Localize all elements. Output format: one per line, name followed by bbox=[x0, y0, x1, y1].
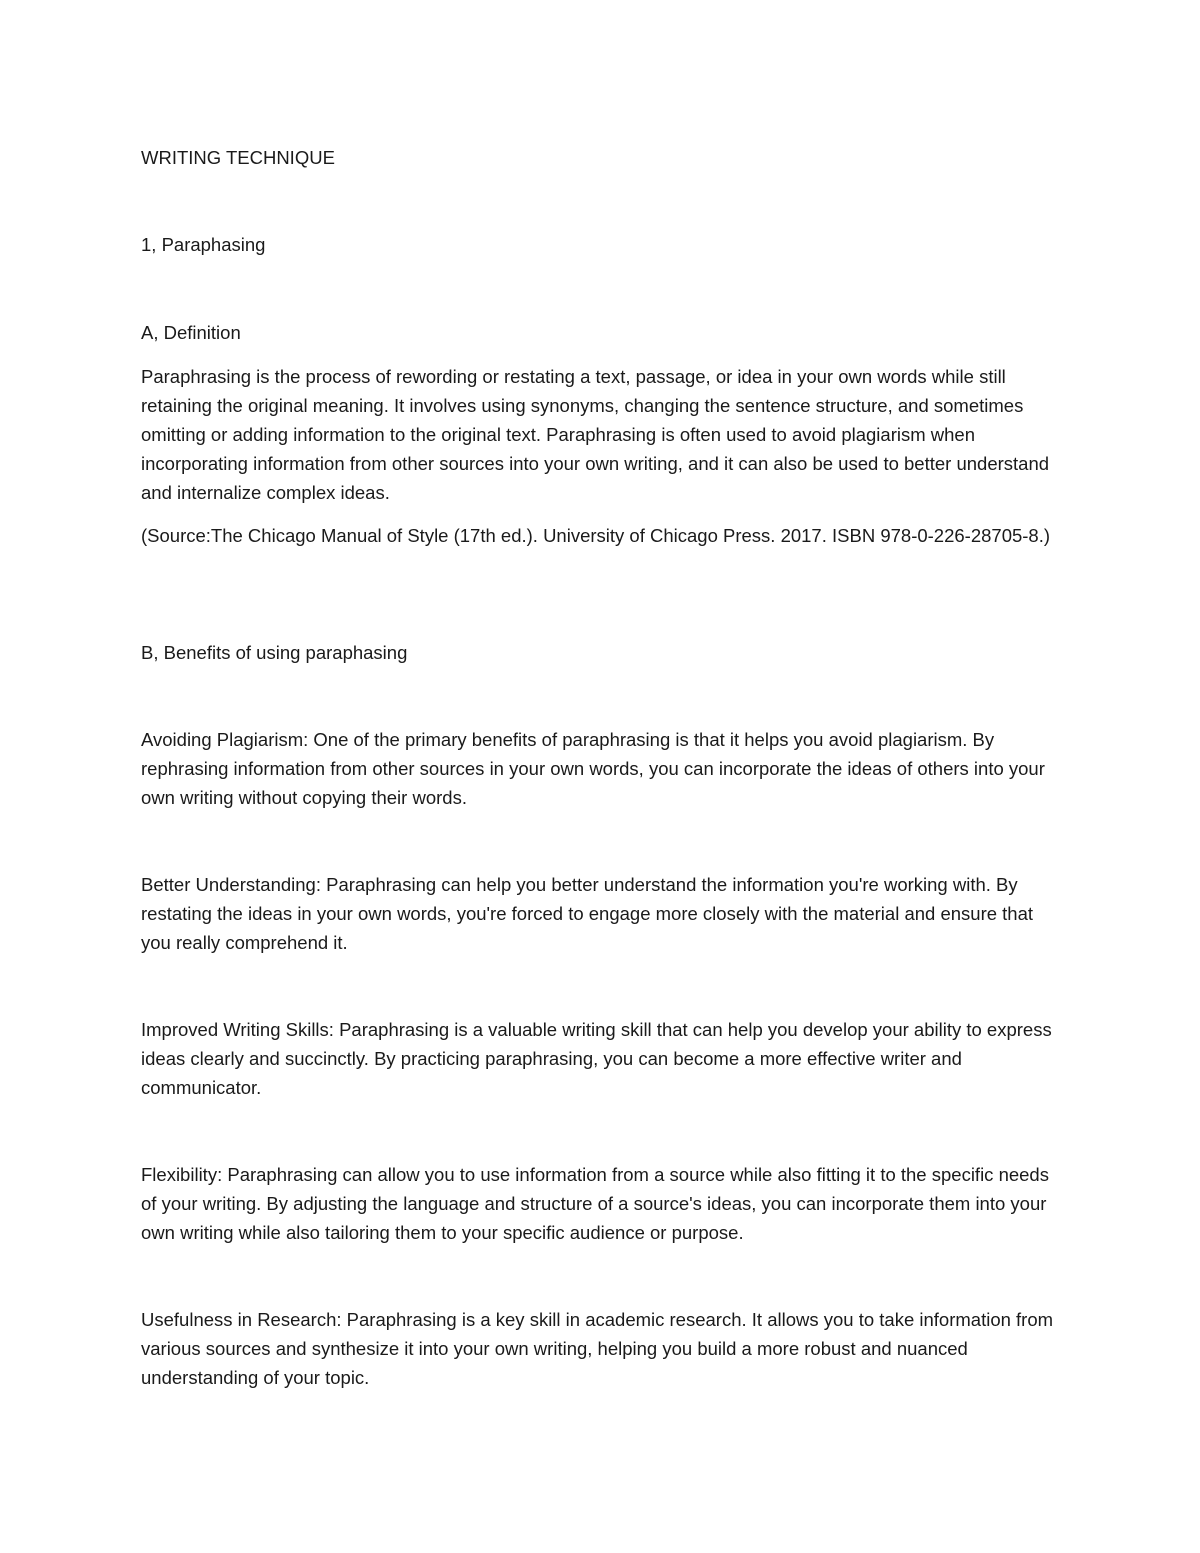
benefit-paragraph-usefulness-in-research: Usefulness in Research: Paraphrasing is a key skill in academic research. It allows you to take information from various sources and synthesize it into your own writing, helping you build a more robust and nuanced understanding of your topic. bbox=[141, 1309, 1054, 1388]
benefit-paragraph-avoiding-plagiarism: Avoiding Plagiarism: One of the primary benefits of paraphrasing is that it helps you avoid plagiarism. By rephrasing information from other sources in your own words, you can incorporate the ideas of others into your own writing without copying their words. bbox=[141, 729, 1045, 808]
source-citation: (Source:The Chicago Manual of Style (17th ed.). University of Chicago Press. 2017. ISBN 978-0-226-28705-8.) bbox=[141, 525, 1051, 546]
definition-paragraph: Paraphrasing is the process of rewording or restating a text, passage, or idea in your own words while still retaining the original meaning. It involves using synonyms, changing the sentence structure, and sometimes omitting or adding information to the original text. Paraphrasing is often used to avoid plagiarism when incorporating information from other sources into your own writing, and it can also be used to better understand and internalize complex ideas. bbox=[141, 366, 1050, 503]
benefit-paragraph-better-understanding: Better Understanding: Paraphrasing can help you better understand the information you're working with. By restating the ideas in your own words, you're forced to engage more closely with the material and ensure that you really comprehend it. bbox=[141, 874, 1034, 953]
subsection-heading-definition: A, Definition bbox=[141, 322, 241, 343]
section-heading-paraphasing: 1, Paraphasing bbox=[141, 234, 266, 255]
benefit-paragraph-flexibility: Flexibility: Paraphrasing can allow you to use information from a source while also fitting it to the specific needs of your writing. By adjusting the language and structure of a source's ideas, you can incorporate them into your own writing while also tailoring them to your specific audience or purpose. bbox=[141, 1164, 1049, 1243]
document-title: WRITING TECHNIQUE bbox=[141, 147, 335, 168]
benefit-paragraph-improved-writing-skills: Improved Writing Skills: Paraphrasing is a valuable writing skill that can help you develop your ability to express ideas clearly and succinctly. By practicing paraphrasing, you can become a more effective writer and communicator. bbox=[141, 1019, 1052, 1098]
subsection-heading-benefits: B, Benefits of using paraphasing bbox=[141, 642, 408, 663]
